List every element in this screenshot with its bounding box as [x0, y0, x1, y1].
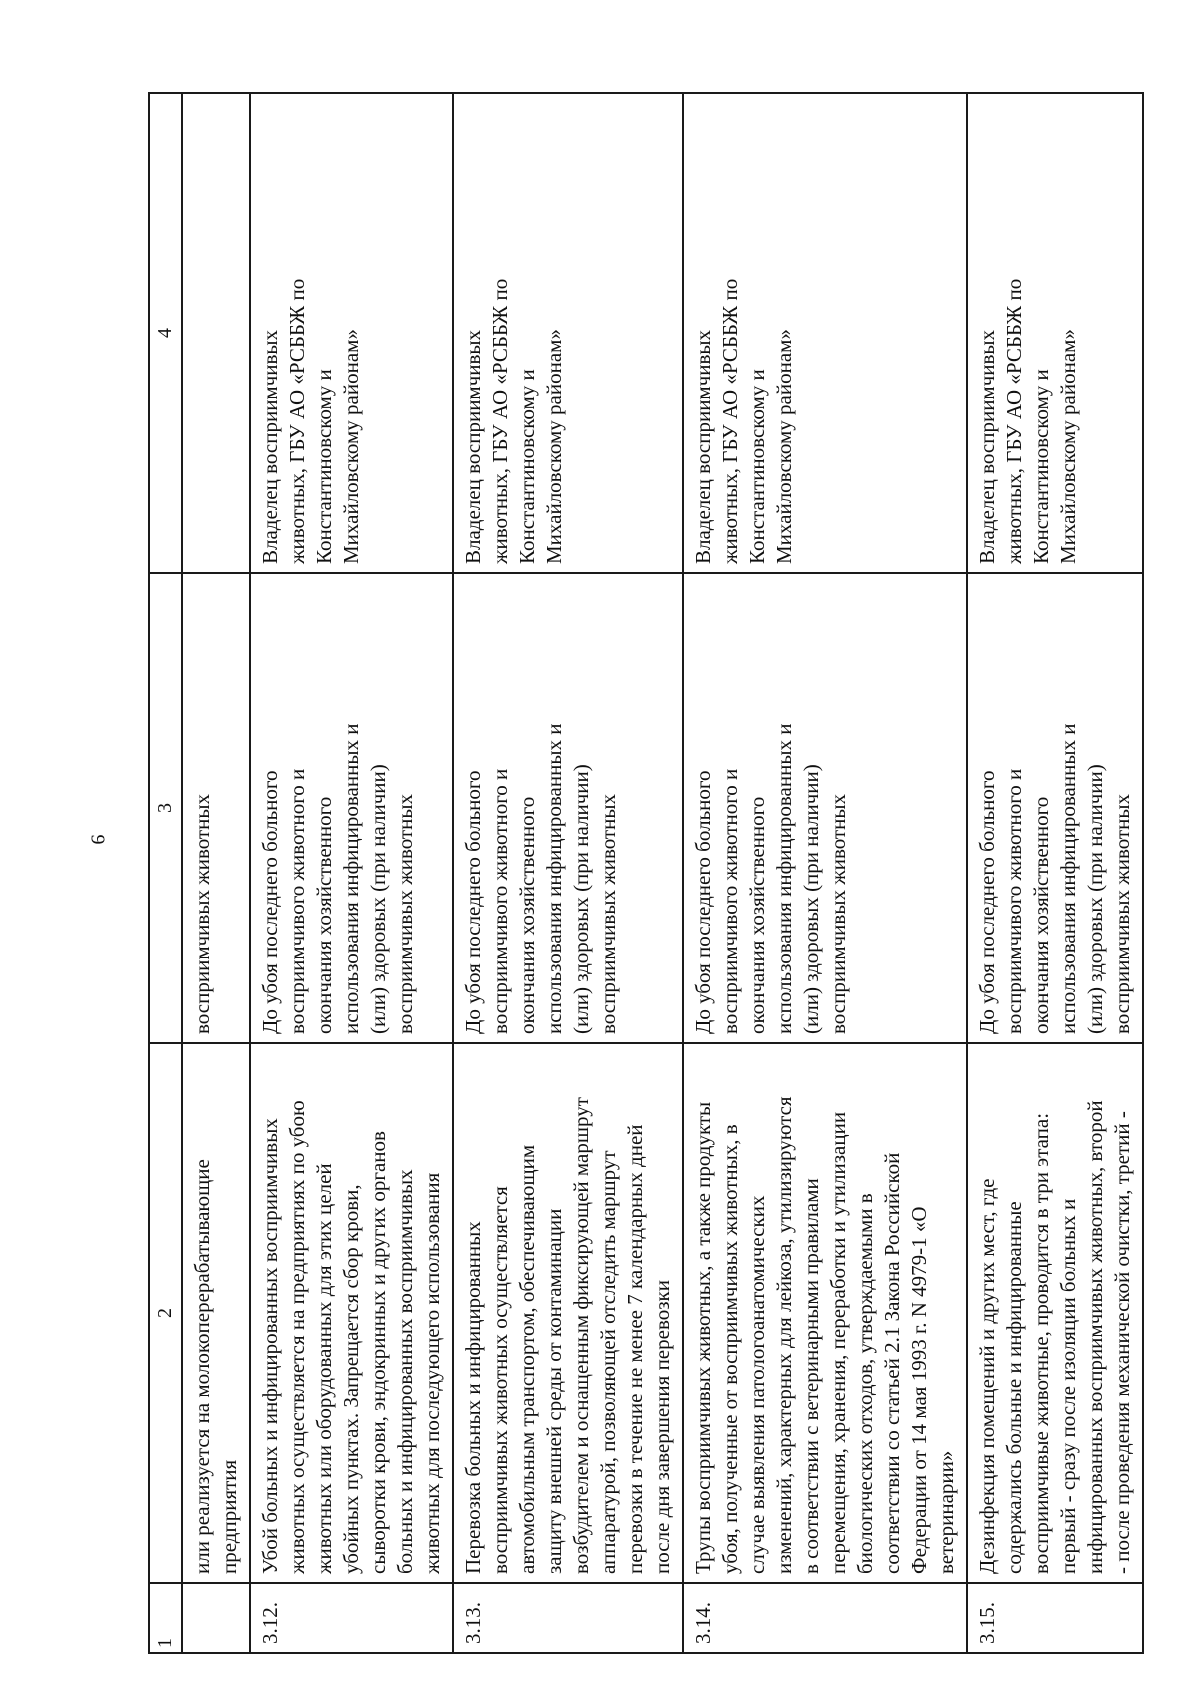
page-number: 9: [86, 834, 109, 845]
action-cell: или реализуется на молокоперерабатывающие предприятия: [182, 1043, 250, 1583]
term-cell: восприимчивых животных: [182, 573, 250, 1043]
term-cell: До убоя последнего больного восприимчивого животного и окончания хозяйственного использования инфицированных и (или) здоровых (при наличии) восприимчивых животных: [683, 573, 967, 1043]
table-row: [967, 93, 1143, 1653]
responsible-cell: Владелец восприимчивых животных, ГБУ АО «РСББЖ по Константиновскому и Михайловскому районам»: [250, 93, 453, 573]
header-row: [149, 93, 182, 1653]
action-cell: Перевозка больных и инфицированных восприимчивых животных осуществляется автомобильным транспортом, обеспечивающим защиту внешней среды от контаминации возбудителем и оснащенным фиксирующей маршрут аппаратурой, позволяющей отследить маршрут перевозки в течение не менее 7 календарных дней после дня завершения перевозки: [453, 1043, 683, 1583]
action-cell: Убой больных и инфицированных восприимчивых животных осуществляется на предприятиях по убою животных или оборудованных для этих целей убойных пунктах. Запрещается сбор крови, сыворотки крови, эндокринных и других органов больных и инфицированных восприимчивых животных для последующего использования: [250, 1043, 453, 1583]
row-number: 3.15.: [967, 1583, 1143, 1653]
rotated-page: [148, 94, 1134, 1654]
header-col-1: 1: [149, 1583, 182, 1653]
row-number: 3.12.: [250, 1583, 453, 1653]
document-area: [148, 94, 1134, 1654]
table-row: [453, 93, 683, 1653]
table-row: [182, 93, 250, 1653]
responsible-cell: Владелец восприимчивых животных, ГБУ АО «РСББЖ по Константиновскому и Михайловскому районам»: [453, 93, 683, 573]
term-cell: До убоя последнего больного восприимчивого животного и окончания хозяйственного использования инфицированных и (или) здоровых (при наличии) восприимчивых животных: [453, 573, 683, 1043]
header-col-3: 3: [149, 573, 182, 1043]
responsible-cell: Владелец восприимчивых животных, ГБУ АО «РСББЖ по Константиновскому и Михайловскому районам»: [967, 93, 1143, 573]
responsible-cell: [182, 93, 250, 573]
header-col-4: 4: [149, 93, 182, 573]
responsible-cell: Владелец восприимчивых животных, ГБУ АО «РСББЖ по Константиновскому и Михайловскому районам»: [683, 93, 967, 573]
header-col-2: 2: [149, 1043, 182, 1583]
table-row: [250, 93, 453, 1653]
row-number: 3.14.: [683, 1583, 967, 1653]
row-number: 3.13.: [453, 1583, 683, 1653]
action-cell: Трупы восприимчивых животных, а также продукты убоя, полученные от восприимчивых животных, в случае выявления патологоанатомических изменений, характерных для лейкоза, утилизируются в соответствии с ветеринарными правилами перемещения, хранения, переработки и утилизации биологических отходов, утверждаемыми в соответствии со статьей 2.1 Закона Российской Федерации от 14 мая 1993 г. N 4979-1 «О ветеринарии»: [683, 1043, 967, 1583]
term-cell: До убоя последнего больного восприимчивого животного и окончания хозяйственного использования инфицированных и (или) здоровых (при наличии) восприимчивых животных: [250, 573, 453, 1043]
action-cell: Дезинфекция помещений и других мест, где содержались больные и инфицированные восприимчивые животные, проводится в три этапа: первый - сразу после изоляции больных и инфицированных восприимчивых животных, второй - после проведения механической очистки, третий -: [967, 1043, 1143, 1583]
row-number: [182, 1583, 250, 1653]
measures-table: [148, 92, 1144, 1654]
table-row: [683, 93, 967, 1653]
term-cell: До убоя последнего больного восприимчивого животного и окончания хозяйственного использования инфицированных и (или) здоровых (при наличии) восприимчивых животных: [967, 573, 1143, 1043]
